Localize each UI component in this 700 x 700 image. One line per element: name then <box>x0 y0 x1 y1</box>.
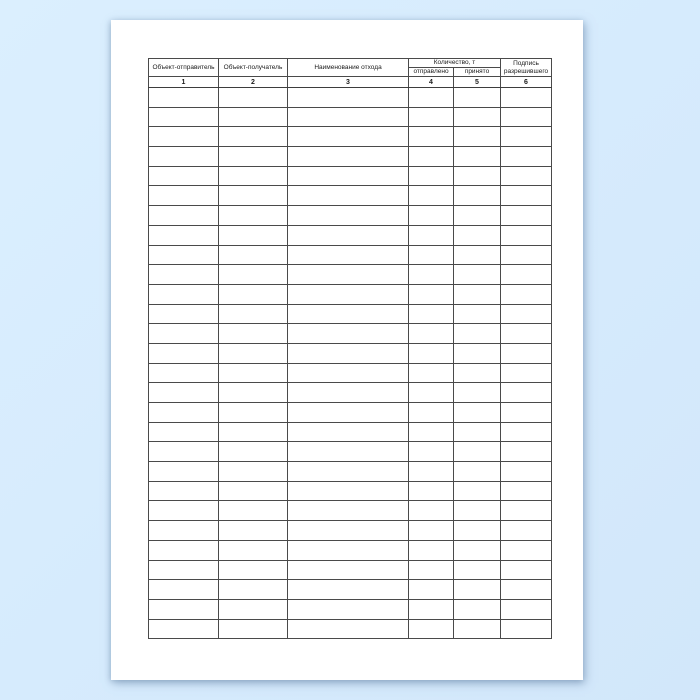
empty-cell <box>149 422 219 442</box>
empty-cell <box>219 462 288 482</box>
empty-cell <box>219 363 288 383</box>
table-row <box>149 245 552 265</box>
empty-cell <box>454 521 501 541</box>
empty-cell <box>288 147 409 167</box>
column-number-5: 5 <box>454 77 501 88</box>
empty-cell <box>501 245 552 265</box>
empty-cell <box>454 501 501 521</box>
empty-cell <box>149 206 219 226</box>
empty-cell <box>454 225 501 245</box>
empty-cell <box>288 540 409 560</box>
table-row <box>149 422 552 442</box>
empty-cell <box>219 560 288 580</box>
empty-cell <box>288 363 409 383</box>
empty-cell <box>149 324 219 344</box>
empty-cell <box>288 442 409 462</box>
empty-cell <box>501 324 552 344</box>
empty-cell <box>409 166 454 186</box>
table-body <box>149 88 552 639</box>
empty-cell <box>409 501 454 521</box>
header-object-sender: Объект-отправитель <box>149 59 219 77</box>
empty-cell <box>219 540 288 560</box>
empty-cell <box>409 343 454 363</box>
empty-cell <box>149 462 219 482</box>
empty-cell <box>501 225 552 245</box>
empty-cell <box>409 245 454 265</box>
empty-cell <box>219 521 288 541</box>
empty-cell <box>454 206 501 226</box>
empty-cell <box>149 560 219 580</box>
empty-cell <box>288 481 409 501</box>
header-signature-line1: Подпись <box>513 60 539 68</box>
empty-cell <box>288 560 409 580</box>
empty-cell <box>149 166 219 186</box>
empty-cell <box>149 540 219 560</box>
empty-cell <box>501 304 552 324</box>
empty-cell <box>454 422 501 442</box>
header-waste-name: Наименование отхода <box>288 59 409 77</box>
empty-cell <box>454 127 501 147</box>
empty-cell <box>409 324 454 344</box>
empty-cell <box>288 127 409 147</box>
table-header <box>149 59 552 88</box>
empty-cell <box>454 284 501 304</box>
empty-cell <box>501 481 552 501</box>
empty-cell <box>501 363 552 383</box>
empty-cell <box>219 284 288 304</box>
empty-cell <box>409 363 454 383</box>
empty-cell <box>454 343 501 363</box>
empty-cell <box>409 265 454 285</box>
header-signature <box>501 59 552 77</box>
empty-cell <box>409 442 454 462</box>
empty-cell <box>149 599 219 619</box>
empty-cell <box>409 403 454 423</box>
empty-cell <box>501 580 552 600</box>
table-row <box>149 147 552 167</box>
empty-cell <box>149 403 219 423</box>
column-numbers-row <box>149 77 552 88</box>
empty-cell <box>288 265 409 285</box>
empty-cell <box>501 107 552 127</box>
table-row <box>149 521 552 541</box>
empty-cell <box>409 304 454 324</box>
empty-cell <box>501 147 552 167</box>
table-row <box>149 88 552 108</box>
empty-cell <box>501 383 552 403</box>
empty-cell <box>409 206 454 226</box>
empty-cell <box>501 619 552 639</box>
empty-cell <box>288 284 409 304</box>
empty-cell <box>149 521 219 541</box>
empty-cell <box>409 186 454 206</box>
column-number-4: 4 <box>409 77 454 88</box>
empty-cell <box>219 501 288 521</box>
empty-cell <box>409 521 454 541</box>
empty-cell <box>219 245 288 265</box>
empty-cell <box>454 107 501 127</box>
empty-cell <box>454 403 501 423</box>
empty-cell <box>149 127 219 147</box>
empty-cell <box>288 501 409 521</box>
empty-cell <box>454 619 501 639</box>
empty-cell <box>149 501 219 521</box>
empty-cell <box>219 599 288 619</box>
table-row <box>149 343 552 363</box>
empty-cell <box>149 343 219 363</box>
empty-cell <box>501 422 552 442</box>
empty-cell <box>409 619 454 639</box>
empty-cell <box>219 343 288 363</box>
empty-cell <box>501 343 552 363</box>
empty-cell <box>501 127 552 147</box>
table-row <box>149 580 552 600</box>
table-row <box>149 186 552 206</box>
waste-transfer-journal-table <box>148 58 552 639</box>
column-number-6: 6 <box>501 77 552 88</box>
table-row <box>149 442 552 462</box>
empty-cell <box>219 324 288 344</box>
empty-cell <box>288 324 409 344</box>
empty-cell <box>454 166 501 186</box>
empty-cell <box>409 225 454 245</box>
empty-cell <box>149 481 219 501</box>
empty-cell <box>288 462 409 482</box>
empty-cell <box>454 540 501 560</box>
empty-cell <box>454 324 501 344</box>
header-quantity-group-label: Количество, т <box>433 59 476 67</box>
empty-cell <box>288 383 409 403</box>
empty-cell <box>288 304 409 324</box>
empty-cell <box>149 284 219 304</box>
empty-cell <box>409 481 454 501</box>
empty-cell <box>219 422 288 442</box>
empty-cell <box>454 560 501 580</box>
empty-cell <box>219 206 288 226</box>
empty-cell <box>219 580 288 600</box>
empty-cell <box>501 442 552 462</box>
empty-cell <box>288 422 409 442</box>
empty-cell <box>149 383 219 403</box>
table-row <box>149 599 552 619</box>
table-row <box>149 619 552 639</box>
empty-cell <box>501 166 552 186</box>
empty-cell <box>219 403 288 423</box>
empty-cell <box>454 147 501 167</box>
column-number-2: 2 <box>219 77 288 88</box>
empty-cell <box>288 343 409 363</box>
table-row <box>149 324 552 344</box>
table-row <box>149 107 552 127</box>
empty-cell <box>409 599 454 619</box>
empty-cell <box>454 462 501 482</box>
empty-cell <box>288 580 409 600</box>
empty-cell <box>409 107 454 127</box>
empty-cell <box>501 186 552 206</box>
table-row <box>149 403 552 423</box>
header-object-receiver: Объект-получатель <box>219 59 288 77</box>
table-row <box>149 206 552 226</box>
table-row <box>149 284 552 304</box>
empty-cell <box>454 88 501 108</box>
empty-cell <box>409 284 454 304</box>
empty-cell <box>149 186 219 206</box>
empty-cell <box>288 206 409 226</box>
empty-cell <box>409 540 454 560</box>
empty-cell <box>149 619 219 639</box>
empty-cell <box>454 363 501 383</box>
empty-cell <box>219 619 288 639</box>
empty-cell <box>454 265 501 285</box>
table-row <box>149 363 552 383</box>
empty-cell <box>409 147 454 167</box>
empty-cell <box>409 580 454 600</box>
empty-cell <box>288 166 409 186</box>
empty-cell <box>409 462 454 482</box>
empty-cell <box>149 580 219 600</box>
empty-cell <box>288 88 409 108</box>
empty-cell <box>149 107 219 127</box>
empty-cell <box>501 206 552 226</box>
empty-cell <box>501 462 552 482</box>
empty-cell <box>219 225 288 245</box>
empty-cell <box>288 107 409 127</box>
empty-cell <box>219 88 288 108</box>
empty-cell <box>219 442 288 462</box>
empty-cell <box>219 147 288 167</box>
empty-cell <box>501 599 552 619</box>
empty-cell <box>454 186 501 206</box>
column-number-1: 1 <box>149 77 219 88</box>
document-page <box>111 20 583 680</box>
empty-cell <box>454 383 501 403</box>
empty-cell <box>219 186 288 206</box>
empty-cell <box>219 166 288 186</box>
empty-cell <box>288 599 409 619</box>
empty-cell <box>454 442 501 462</box>
table-row <box>149 560 552 580</box>
header-signature-line2: разрешившего <box>503 67 549 75</box>
empty-cell <box>149 88 219 108</box>
empty-cell <box>501 284 552 304</box>
empty-cell <box>454 481 501 501</box>
table-row <box>149 462 552 482</box>
header-quantity-received: принято <box>454 68 501 77</box>
empty-cell <box>409 88 454 108</box>
empty-cell <box>501 560 552 580</box>
table-row <box>149 501 552 521</box>
empty-cell <box>149 363 219 383</box>
table-row <box>149 481 552 501</box>
table-row <box>149 225 552 245</box>
empty-cell <box>219 265 288 285</box>
empty-cell <box>454 580 501 600</box>
empty-cell <box>501 265 552 285</box>
empty-cell <box>288 186 409 206</box>
table-row <box>149 166 552 186</box>
empty-cell <box>454 304 501 324</box>
empty-cell <box>454 599 501 619</box>
empty-cell <box>288 521 409 541</box>
empty-cell <box>409 127 454 147</box>
header-row-group <box>149 59 552 68</box>
empty-cell <box>149 225 219 245</box>
empty-cell <box>288 225 409 245</box>
empty-cell <box>149 265 219 285</box>
empty-cell <box>501 88 552 108</box>
empty-cell <box>149 245 219 265</box>
empty-cell <box>288 245 409 265</box>
header-quantity-sent: отправлено <box>409 68 454 77</box>
empty-cell <box>288 403 409 423</box>
empty-cell <box>409 560 454 580</box>
table-row <box>149 540 552 560</box>
empty-cell <box>219 304 288 324</box>
empty-cell <box>219 107 288 127</box>
empty-cell <box>409 422 454 442</box>
empty-cell <box>288 619 409 639</box>
empty-cell <box>409 383 454 403</box>
empty-cell <box>219 481 288 501</box>
table-row <box>149 127 552 147</box>
empty-cell <box>501 501 552 521</box>
empty-cell <box>501 540 552 560</box>
empty-cell <box>149 147 219 167</box>
table-row <box>149 383 552 403</box>
table-row <box>149 304 552 324</box>
column-number-3: 3 <box>288 77 409 88</box>
empty-cell <box>149 442 219 462</box>
empty-cell <box>219 127 288 147</box>
empty-cell <box>219 383 288 403</box>
table-row <box>149 265 552 285</box>
empty-cell <box>454 245 501 265</box>
empty-cell <box>149 304 219 324</box>
empty-cell <box>501 521 552 541</box>
header-quantity-group <box>409 59 501 68</box>
empty-cell <box>501 403 552 423</box>
